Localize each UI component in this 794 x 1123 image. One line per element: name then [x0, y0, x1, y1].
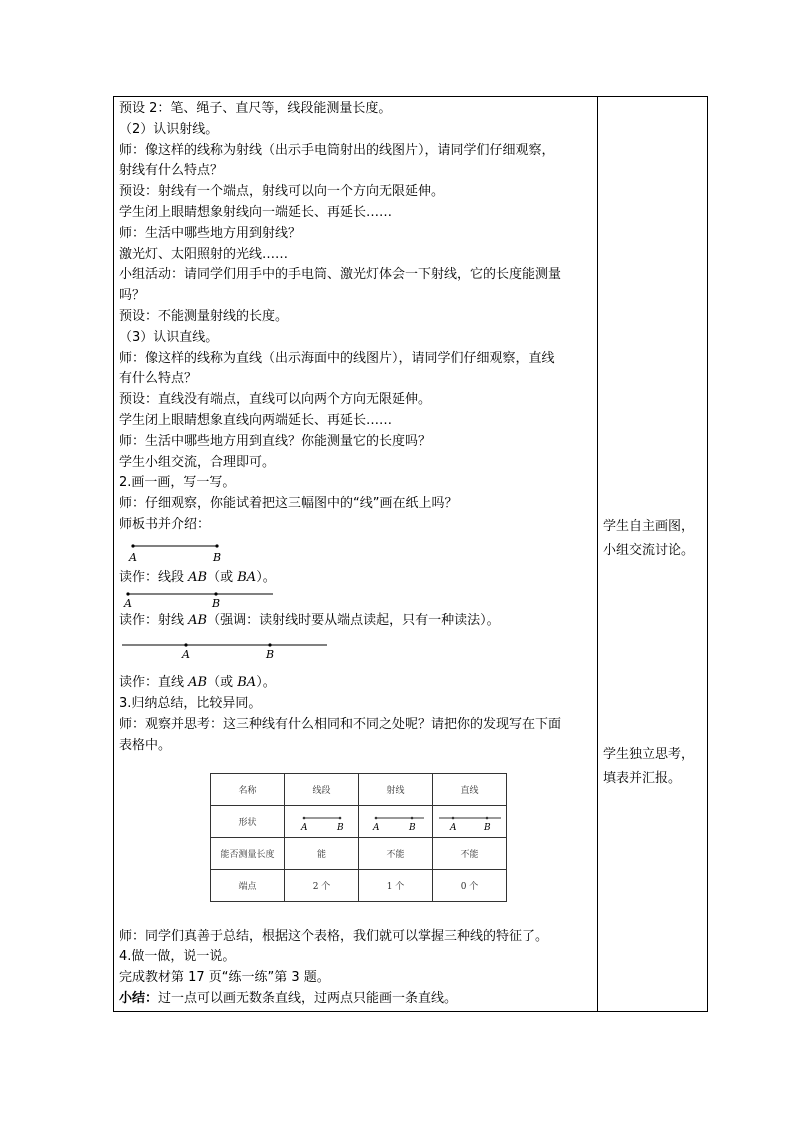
table-cell: 端点: [211, 870, 285, 902]
segment-figure: [119, 536, 593, 568]
svg-text:B: B: [408, 822, 416, 833]
table-cell: 1 个: [359, 870, 433, 902]
text-line: 师：观察并思考：这三种线有什么相同和不同之处呢？请把你的发现写在下面: [119, 716, 562, 732]
table-header-cell: 直线: [433, 774, 507, 806]
note-line: 学生独立思考，: [603, 747, 695, 762]
table-cell: 不能: [433, 838, 507, 870]
ray-figure: [119, 589, 593, 611]
line-point-a: A: [182, 648, 190, 662]
ray-reading: 读作：射线 AB（强调：读射线时要从端点读起，只有一种读法）。: [119, 612, 500, 628]
text-line: 激光灯、太阳照射的光线……: [119, 246, 289, 262]
text-line: 4.做一做，说一说。: [119, 949, 236, 965]
text-line: 师：同学们真善于总结，根据这个表格，我们就可以掌握三种线的特征了。: [119, 928, 549, 944]
text-line: 表格中。: [119, 737, 172, 753]
text-line: 3.归纳总结，比较异同。: [119, 696, 262, 712]
text-line: 吗？: [119, 288, 146, 304]
text-line: 预设：直线没有端点，直线可以向两个方向无限延伸。: [119, 392, 432, 408]
note-line: 学生自主画图，: [603, 519, 695, 534]
text-line: 师：像这样的线称为射线（出示手电筒射出的线图片），请同学们仔细观察，: [119, 142, 555, 158]
text-line: 学生闭上眼睛想象直线向两端延长、再延长……: [119, 412, 393, 428]
table-header-cell: 名称: [211, 774, 285, 806]
text-line: 学生小组交流，合理即可。: [119, 454, 276, 470]
line-point-b: B: [266, 648, 275, 662]
note-line: 填表并汇报。: [603, 771, 682, 786]
text-line: 师板书并介绍：: [119, 516, 211, 532]
table-header-cell: 射线: [359, 774, 433, 806]
summary-line: 小结：过一点可以画无数条直线，过两点只能画一条直线。: [119, 990, 458, 1006]
table-cell: 能: [285, 838, 359, 870]
ray-point-b: B: [212, 596, 221, 610]
text-line: 师：仔细观察，你能试着把这三幅图中的“线”画在纸上吗？: [119, 496, 458, 512]
text-line: 学生闭上眼睛想象射线向一端延长、再延长……: [119, 204, 393, 220]
svg-text:A: A: [300, 822, 307, 833]
student-activity-note-1: [603, 515, 707, 563]
text-line: 师：生活中哪些地方用到射线？: [119, 225, 302, 241]
text-line: 预设：射线有一个端点，射线可以向一个方向无限延伸。: [119, 184, 445, 200]
table-row: [211, 870, 507, 902]
table-row: [211, 838, 507, 870]
ray-shape-cell: [359, 806, 433, 838]
text-line: 师：像这样的线称为直线（出示海面中的线图片），请同学们仔细观察，直线: [119, 350, 555, 366]
segment-point-a: A: [129, 550, 137, 564]
text-line: （3）认识直线。: [119, 329, 219, 345]
table-cell: 不能: [359, 838, 433, 870]
note-line: 小组交流讨论。: [603, 543, 695, 558]
svg-text:B: B: [336, 822, 344, 833]
segment-point-b: B: [213, 550, 222, 564]
table-cell: 形状: [211, 806, 285, 838]
text-line: （2）认识射线。: [119, 121, 219, 137]
text-line: 预设：不能测量射线的长度。: [119, 308, 289, 324]
table-cell: 能否测量长度: [211, 838, 285, 870]
table-header-cell: 线段: [285, 774, 359, 806]
student-activity-note-2: [603, 743, 707, 791]
column-divider: [597, 97, 598, 1011]
segment-reading: 读作：线段 AB（或 BA）。: [119, 569, 276, 585]
svg-text:A: A: [449, 822, 456, 833]
table-row: [211, 774, 507, 806]
line-figure: [119, 631, 593, 673]
text-line: 预设 2：笔、绳子、直尺等，线段能测量长度。: [119, 101, 392, 116]
lesson-plan-table: [113, 96, 708, 1012]
text-line: 小组活动：请同学们用手中的手电筒、激光灯体会一下射线，它的长度能测量: [119, 267, 562, 283]
svg-text:B: B: [483, 822, 491, 833]
ray-point-a: A: [124, 596, 132, 610]
segment-shape-cell: [285, 806, 359, 838]
line-reading: 读作：直线 AB（或 BA）。: [119, 675, 276, 691]
comparison-table: [210, 773, 507, 902]
table-cell: 0 个: [433, 870, 507, 902]
table-cell: 2 个: [285, 870, 359, 902]
text-line: 2.画一画，写一写。: [119, 475, 236, 491]
text-line: 射线有什么特点？: [119, 163, 224, 179]
table-row: [211, 806, 507, 838]
text-line: 完成教材第 17 页“练一练”第 3 题。: [119, 970, 330, 986]
text-line: 有什么特点？: [119, 371, 198, 387]
svg-text:A: A: [372, 822, 379, 833]
text-line: 师：生活中哪些地方用到直线？你能测量它的长度吗？: [119, 433, 432, 449]
line-shape-cell: [433, 806, 507, 838]
